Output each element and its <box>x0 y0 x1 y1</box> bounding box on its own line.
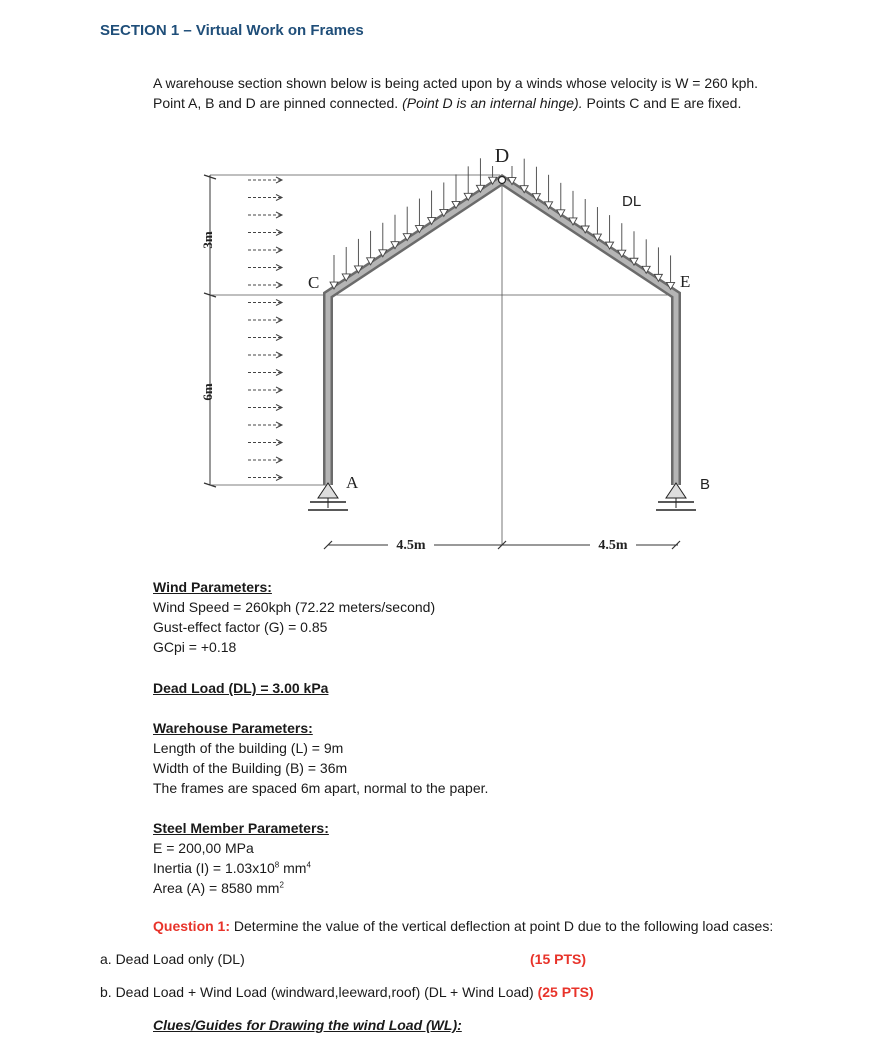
dead-load-arrow <box>581 199 589 233</box>
pin-support-b-icon <box>656 483 696 510</box>
gcpi-value: GCpi = +0.18 <box>153 639 237 655</box>
intro-line-1: A warehouse section shown below is being acted upon by a winds whose velocity is W = 260 kph. <box>153 75 759 91</box>
dead-load-arrow <box>403 207 411 241</box>
dead-load-arrow <box>618 223 626 257</box>
area-text: Area (A) = 8580 mm <box>153 880 280 896</box>
building-width: Width of the Building (B) = 36m <box>153 760 348 776</box>
wind-arrow <box>248 352 282 358</box>
label-c: C <box>308 273 320 292</box>
intro-line-2-italic: (Point D is an internal hinge). <box>402 95 583 111</box>
dead-load-arrow <box>379 223 387 257</box>
load-case-b <box>100 984 594 1000</box>
load-case-a-points: (15 PTS) <box>530 951 587 967</box>
frame-diagram <box>190 140 720 560</box>
wind-arrow <box>248 300 282 306</box>
intro-paragraph <box>153 73 853 113</box>
dead-load-arrow <box>354 239 362 273</box>
label-a: A <box>346 473 359 492</box>
dead-load-section <box>153 678 328 698</box>
wind-arrow <box>248 317 282 323</box>
wind-parameters <box>153 577 435 657</box>
wind-arrow <box>248 230 282 236</box>
clues-heading: Clues/Guides for Drawing the wind Load (WL): <box>153 1017 462 1033</box>
wind-arrow <box>248 440 282 446</box>
wind-load-arrows <box>248 177 282 481</box>
dead-load-arrow <box>428 191 436 225</box>
dim-left-label: 4.5m <box>396 538 426 553</box>
wind-arrow <box>248 247 282 253</box>
label-b: B <box>700 476 711 493</box>
dead-load-arrow <box>464 166 472 200</box>
hinge-d-icon <box>499 177 506 184</box>
wind-speed: Wind Speed = 260kph (72.22 meters/second) <box>153 599 436 615</box>
dead-load-arrow <box>545 175 553 209</box>
wind-heading: Wind Parameters: <box>153 579 272 595</box>
label-dl: DL <box>622 193 642 210</box>
load-case-b-points: (25 PTS) <box>537 984 594 1000</box>
intro-line-2-a: Point A, B and D are pinned connected. <box>153 95 403 111</box>
question-text: Determine the value of the vertical deflection at point D due to the following load cases: <box>230 918 774 934</box>
load-case-a-text: a. Dead Load only (DL) <box>100 951 245 967</box>
dead-load-arrow <box>557 183 565 217</box>
wind-arrow <box>248 177 282 183</box>
dim-6m-label: 6m <box>200 383 215 401</box>
dead-load-arrow <box>415 199 423 233</box>
wind-arrow <box>248 370 282 376</box>
dead-load-arrow <box>654 247 662 281</box>
dead-load-arrow <box>593 207 601 241</box>
steel-parameters <box>153 818 329 898</box>
inertia-text: Inertia (I) = 1.03x10 <box>153 860 275 876</box>
dead-load-arrow <box>606 215 614 249</box>
dead-load-arrow <box>532 167 540 201</box>
dead-load-arrow <box>391 215 399 249</box>
dead-load-arrow <box>667 255 675 289</box>
pin-support-a-icon <box>308 483 348 510</box>
wind-arrow <box>248 335 282 341</box>
load-case-b-text: b. Dead Load + Wind Load (windward,leeward,roof) (DL + Wind Load) <box>100 984 534 1000</box>
building-length: Length of the building (L) = 9m <box>153 740 344 756</box>
wind-arrow <box>248 265 282 271</box>
dead-load-heading: Dead Load (DL) = 3.00 kPa <box>153 680 329 696</box>
label-d: D <box>494 145 510 167</box>
wind-arrow <box>248 457 282 463</box>
dead-load-arrow <box>367 231 375 265</box>
warehouse-heading: Warehouse Parameters: <box>153 720 313 736</box>
inertia-value <box>153 858 329 878</box>
dead-load-arrow <box>520 159 528 193</box>
frame-spacing: The frames are spaced 6m apart, normal to the paper. <box>153 780 489 796</box>
question-label: Question 1: <box>153 918 231 934</box>
wind-arrow <box>248 405 282 411</box>
wind-arrow <box>248 282 282 288</box>
area-value <box>153 878 329 898</box>
dead-load-arrow <box>440 182 448 216</box>
question-1 <box>153 918 773 934</box>
intro-line-2 <box>153 93 853 113</box>
inertia-exponent: 8 <box>274 860 280 870</box>
area-exponent: 2 <box>279 880 284 890</box>
gust-factor: Gust-effect factor (G) = 0.85 <box>153 619 328 635</box>
intro-line-2-b: Points C and E are fixed. <box>582 95 742 111</box>
dead-load-arrow <box>452 174 460 208</box>
dead-load-arrow <box>569 191 577 225</box>
elastic-modulus: E = 200,00 MPa <box>153 840 254 856</box>
inertia-unit-exponent: 4 <box>306 860 311 870</box>
warehouse-parameters <box>153 718 488 798</box>
dead-load-arrow <box>630 231 638 265</box>
dead-load-arrow <box>330 255 338 289</box>
wind-arrow <box>248 195 282 201</box>
load-case-a <box>100 951 245 967</box>
section-title: SECTION 1 – Virtual Work on Frames <box>100 22 364 39</box>
steel-heading: Steel Member Parameters: <box>153 820 329 836</box>
wind-arrow <box>248 422 282 428</box>
label-e: E <box>680 272 691 291</box>
dim-right-label: 4.5m <box>598 538 628 553</box>
inertia-unit: mm <box>279 860 307 876</box>
wind-arrow <box>248 387 282 393</box>
dead-load-arrow <box>342 247 350 281</box>
dead-load-arrow <box>642 239 650 273</box>
wind-arrow <box>248 212 282 218</box>
wind-arrow <box>248 475 282 481</box>
dim-3m-label: 3m <box>200 231 215 249</box>
